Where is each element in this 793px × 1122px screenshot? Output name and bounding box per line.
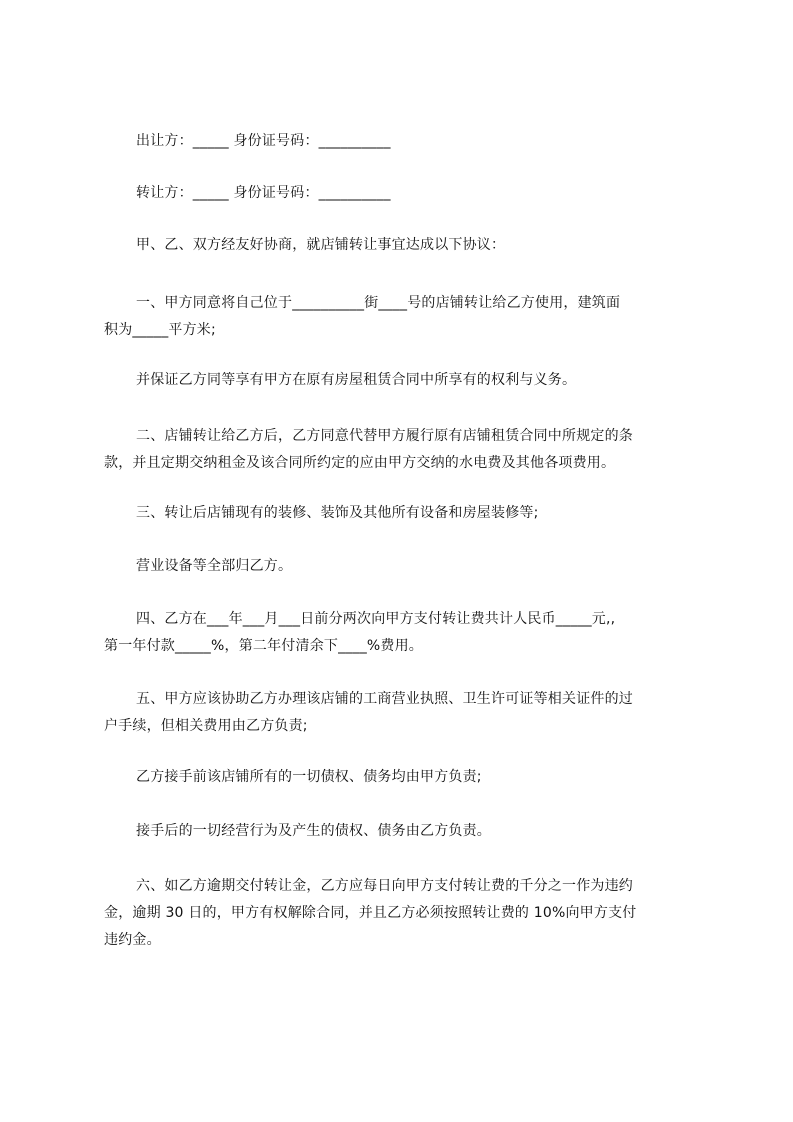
preamble-paragraph [104, 232, 698, 259]
clause-1-line-1: 一、甲方同意将自己位于__________街____号的店铺转让给乙方使用，建筑面 [136, 295, 621, 311]
transferee-line [104, 180, 698, 207]
clause-5-continuation-1 [104, 764, 698, 791]
clause-4-line-1: 四、乙方在___年___月___日前分两次向甲方支付转让费共计人民币_____元,, [136, 611, 616, 627]
clause-4-paragraph [104, 606, 698, 660]
clause-3-continuation [104, 553, 698, 580]
clause-2-line-1: 二、店铺转让给乙方后，乙方同意代替甲方履行原有店铺租赁合同中所规定的条 [136, 428, 633, 444]
clause-6-line-2: 金，逾期 30 日的，甲方有权解除合同，并且乙方必须按照转让费的 10%向甲方支付 [104, 905, 637, 921]
clause-5-line-2: 户手续，但相关费用由乙方负责; [104, 718, 308, 734]
clause-5-paragraph [104, 686, 698, 740]
clause-5-continuation-2 [104, 818, 698, 845]
clause-1-line-2: 积为_____平方米; [104, 322, 216, 338]
transferor-text: 出让方：_____ 身份证号码：__________ [136, 133, 391, 149]
clause-3-continuation-text: 营业设备等全部归乙方。 [136, 558, 293, 574]
clause-6-line-1: 六、如乙方逾期交付转让金，乙方应每日向甲方支付转让费的千分之一作为违约 [136, 878, 633, 894]
clause-5-continuation-2-text: 接手后的一切经营行为及产生的债权、债务由乙方负责。 [136, 823, 491, 839]
clause-2-paragraph [104, 423, 698, 477]
clause-3-text: 三、转让后店铺现有的装修、装饰及其他所有设备和房屋装修等; [136, 505, 539, 521]
clause-5-line-1: 五、甲方应该协助乙方办理该店铺的工商营业执照、卫生许可证等相关证件的过 [136, 691, 633, 707]
preamble-text: 甲、乙、双方经友好协商，就店铺转让事宜达成以下协议： [136, 237, 506, 253]
clause-1-continuation [104, 367, 698, 394]
clause-2-line-2: 款，并且定期交纳租金及该合同所约定的应由甲方交纳的水电费及其他各项费用。 [104, 455, 616, 471]
transferee-text: 转让方：_____ 身份证号码：__________ [136, 185, 391, 201]
clause-1-paragraph [104, 290, 698, 344]
clause-1-continuation-text: 并保证乙方同等享有甲方在原有房屋租赁合同中所享有的权利与义务。 [136, 372, 577, 388]
clause-5-continuation-1-text: 乙方接手前该店铺所有的一切债权、债务均由甲方负责; [136, 769, 482, 785]
clause-6-paragraph [104, 873, 698, 954]
clause-6-line-3: 违约金。 [104, 932, 161, 948]
clause-3-paragraph [104, 500, 698, 527]
transferor-line [104, 128, 698, 155]
clause-4-line-2: 第一年付款_____%，第二年付清余下____%费用。 [104, 638, 424, 654]
